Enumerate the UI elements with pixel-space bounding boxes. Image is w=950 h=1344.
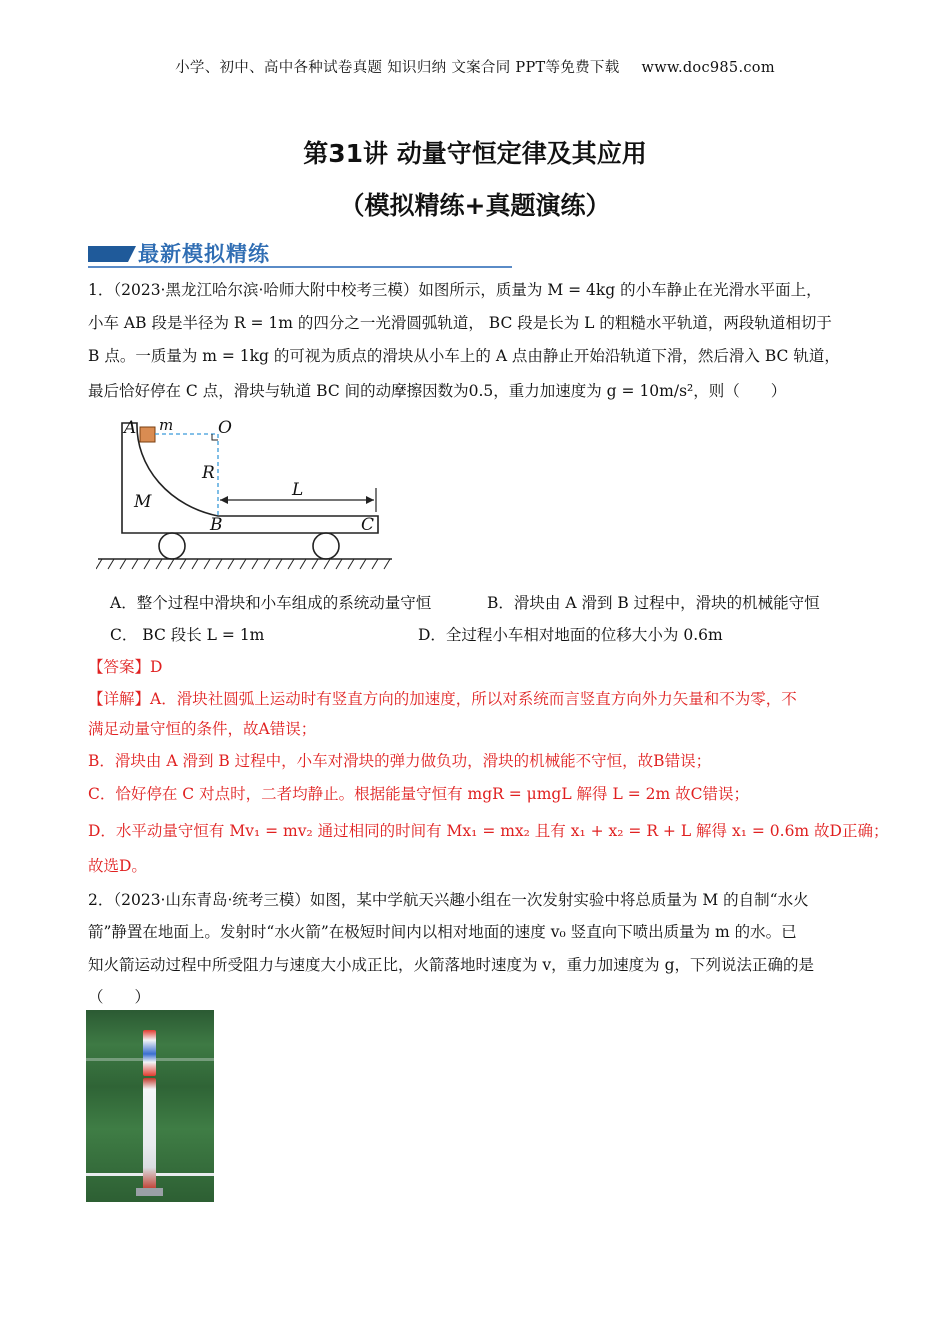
q1-explanation-line5: D．水平动量守恒有 Mv₁ = mv₂ 通过相同的时间有 Mx₁ = mx₂ 且有 x₁ + x₂ = R + L 解得 x₁ = 0.6m 故D正确； [88,822,889,840]
ground-hatch [96,559,390,569]
section-label: 最新模拟精练 [138,242,270,266]
q1-option-b[interactable]: B．滑块由 A 滑到 B 过程中，滑块的机械能守恒 [487,594,820,612]
slider-block [140,427,155,442]
q1-explanation-line3: B．滑块由 A 滑到 B 过程中，小车对滑块的弹力做负功，滑块的机械能不守恒，故B错误； [88,752,712,770]
length-arrow-right [366,496,374,504]
label-L: L [292,480,304,500]
q1-answer: 【答案】D [88,658,163,676]
q1-explanation-line6: 故选D。 [88,857,147,875]
launch-base [136,1188,163,1196]
label-M: M [134,492,152,512]
q1-stem-line1: 1．（2023·黑龙江哈尔滨·哈师大附中校考三模）如图所示，质量为 M = 4kg 的小车静止在光滑水平面上， [88,281,822,299]
wheel-right [313,533,339,559]
lower-rocket [143,1078,156,1190]
section-bar-tip [128,246,136,262]
q1-option-a[interactable]: A．整个过程中滑块和小车组成的系统动量守恒 [110,594,432,612]
q2-stem-line1: 2．（2023·山东青岛·统考三模）如图，某中学航天兴趣小组在一次发射实验中将总质量为 M 的自制“水火 [88,891,809,909]
q1-stem-line4: 最后恰好停在 C 点，滑块与轨道 BC 间的动摩擦因数为0.5，重力加速度为 g = 10m/s²，则（ ） [88,382,787,400]
label-m: m [159,416,174,434]
q1-explanation-line1: 【详解】A．滑块社圆弧上运动时有竖直方向的加速度，所以对系统而言竖直方向外力矢量和不为零，不 [88,690,797,708]
q1-stem-line2: 小车 AB 段是半径为 R = 1m 的四分之一光滑圆弧轨道， BC 段是长为 L 的粗糙水平轨道，两段轨道相切于 [88,314,832,332]
section-underline [88,266,512,268]
page-subtitle: （模拟精练+真题演练） [339,191,611,220]
q2-stem-line2: 箭”静置在地面上。发射时“水火箭”在极短时间内以相对地面的速度 v₀ 竖直向下喷出质量为 m 的水。已 [88,923,797,941]
q1-figure [96,412,396,578]
q2-stem-line4: （ ） [88,988,151,1006]
q1-stem-line3: B 点。一质量为 m = 1kg 的可视为质点的滑块从小车上的 A 点由静止开始沿轨道下滑，然后滑入 BC 轨道， [88,347,840,365]
water-rocket-photo [86,1010,214,1202]
length-arrow-left [220,496,228,504]
header-text: 小学、初中、高中各种试卷真题 知识归纳 文案合同 PPT等免费下载 [175,60,620,76]
q1-explanation-line4: C．恰好停在 C 对点时，二者均静止。根据能量守恒有 mgR = μmgL 解得 L = 2m 故C错误； [88,785,749,803]
page-title: 第31讲 动量守恒定律及其应用 [303,139,647,168]
page-header [0,56,950,77]
upper-rocket [143,1030,156,1076]
label-R: R [202,463,215,483]
q2-stem-line3: 知火箭运动过程中所受阻力与速度大小成正比，火箭落地时速度为 v，重力加速度为 g，下列说法正确的是 [88,956,815,974]
wheel-left [159,533,185,559]
label-A: A [124,418,137,438]
label-B: B [210,515,223,535]
section-bar [88,246,128,262]
q1-option-d[interactable]: D．全过程小车相对地面的位移大小为 0.6m [418,626,723,644]
label-C: C [361,515,375,535]
label-O: O [218,418,232,438]
q1-explanation-line2: 满足动量守恒的条件，故A错误； [88,720,317,738]
section-banner [88,238,512,268]
header-url[interactable]: www.doc985.com [641,60,775,76]
cart-body [122,423,378,533]
q1-option-c[interactable]: C． BC 段长 L = 1m [110,626,265,644]
